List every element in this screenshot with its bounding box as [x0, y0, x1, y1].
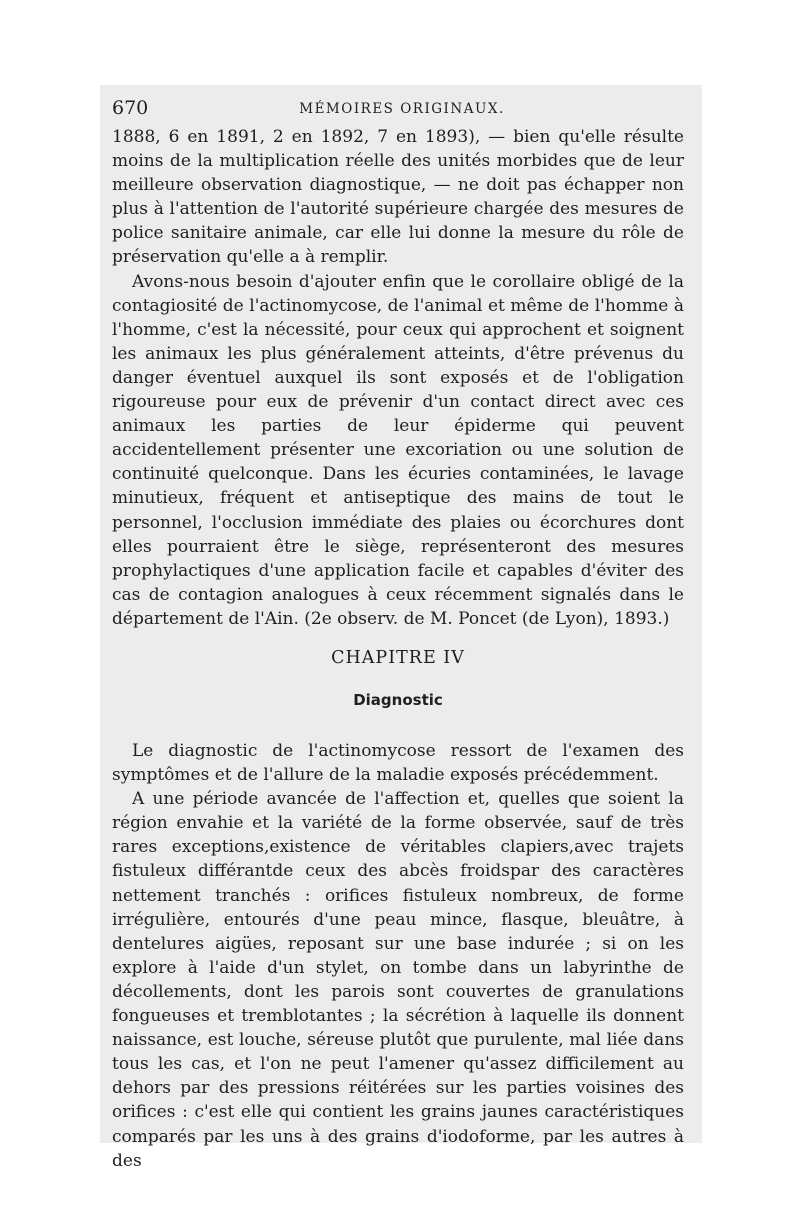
chapter-title: CHAPITRE IV	[331, 648, 465, 668]
section-title: Diagnostic	[353, 691, 443, 709]
diagnostic-text	[112, 739, 684, 1173]
page-number: 670	[112, 97, 149, 119]
paragraph: Le diagnostic de l'actinomycose ressort de l'examen des symptômes et de l'allure de la maladie exposés précédemment.	[112, 741, 684, 786]
paragraph: 1888, 6 en 1891, 2 en 1892, 7 en 1893), — bien qu'elle résulte moins de la multiplication réelle des unités morbides que de leur meilleure observation diagnostique, — ne doit pas échapper non plus à l'attention de l'autorité supérieure chargée des mesures de police sanitaire animale, car elle lui donne la mesure du rôle de préservation qu'elle a à remplir.	[112, 127, 684, 268]
paragraph: A une période avancée de l'affection et, quelles que soient la région envahie et la variété de la forme observée, sauf de très rares exceptions,existence de véritables clapiers,avec trajets fistuleux différantde ceux des abcès froidspar des caractères nettement tranchés : orifices fistuleux nombreux, de forme irrégulière, entourés d'une peau mince, flasque, bleuâtre, à dentelures aigües, reposant sur une base indurée ; si on les explore à l'aide d'un stylet, on tombe dans un labyrinthe de décollements, dont les parois sont couvertes de granulations fongueuses et tremblotantes ; la sécrétion à laquelle ils donnent naissance, est louche, séreuse plutôt que purulente, mal liée dans tous les cas, et l'on ne peut l'amener qu'assez difficilement au dehors par des pressions réitérées sur les parties voisines des orifices : c'est elle qui contient les grains jaunes caractéristiques comparés par les uns à des grains d'iodoforme, par les autres à des	[112, 789, 684, 1171]
paragraph: Avons-nous besoin d'ajouter enfin que le corollaire obligé de la contagiosité de l'actinomycose, de l'animal et même de l'homme à l'homme, c'est la nécessité, pour ceux qui approchent et soignent les animaux les plus généralement atteints, d'être prévenus du danger éventuel auxquel ils sont exposés et de l'obligation rigoureuse pour eux de prévenir d'un contact direct avec ces animaux les parties de leur épiderme qui peuvent accidentellement présenter une excoriation ou une solution de continuité quelconque. Dans les écuries contaminées, le lavage minutieux, fréquent et antiseptique des mains de tout le personnel, l'occlusion immédiate des plaies ou écorchures dont elles pourraient être le siège, représenteront des mesures prophylactiques d'une application facile et capables d'éviter des cas de contagion analogues à ceux récemment signalés dans le département de l'Ain. (2e observ. de M. Poncet (de Lyon), 1893.)	[112, 271, 684, 629]
body-text	[112, 125, 684, 631]
running-head: MÉMOIRES ORIGINAUX.	[299, 101, 505, 117]
page-header	[112, 97, 692, 121]
